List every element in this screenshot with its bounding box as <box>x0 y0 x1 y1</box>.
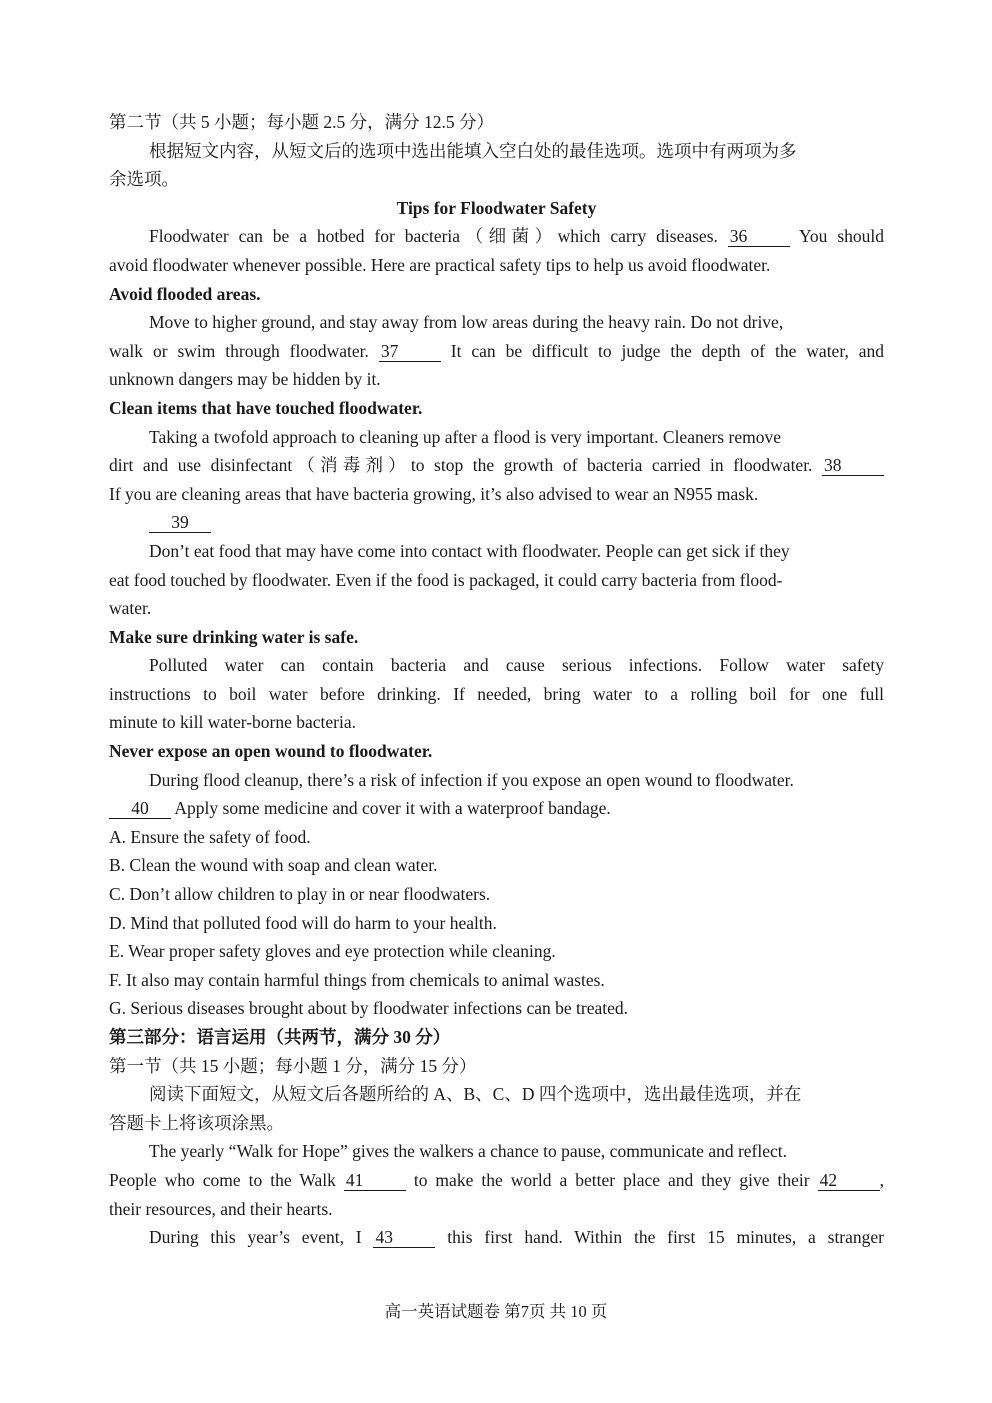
paragraph-2-cont: walk or swim through floodwater. 37 It can be difficult to judge the depth of the water, and <box>109 340 885 361</box>
heading-clean-items: Clean items that have touched floodwater. <box>109 397 423 418</box>
blank-41: 41 <box>344 1170 406 1191</box>
paragraph-5-end: minute to kill water-borne bacteria. <box>109 712 356 733</box>
part3-section1-header: 第一节（共 15 小题；每小题 1 分，满分 15 分） <box>109 1055 477 1076</box>
paragraph-5-cont: instructions to boil water before drinking. If needed, bring water to a rolling boil for one full <box>109 683 884 704</box>
paragraph-4-end: water. <box>109 598 152 619</box>
paragraph-1-cont: avoid floodwater whenever possible. Here are practical safety tips to help us avoid floodwater. <box>109 254 771 275</box>
cloze-paragraph-1-end: their resources, and their hearts. <box>109 1198 333 1219</box>
blank-43: 43 <box>373 1227 435 1248</box>
option-b: B. Clean the wound with soap and clean water. <box>109 855 438 876</box>
paragraph-2: Move to higher ground, and stay away from low areas during the heavy rain. Do not drive, <box>149 312 784 333</box>
part3-instruction-cont: 答题卡上将该项涂黑。 <box>109 1112 284 1133</box>
heading-avoid-flooded-areas: Avoid flooded areas. <box>109 283 261 304</box>
option-f: F. It also may contain harmful things from chemicals to animal wastes. <box>109 969 605 990</box>
option-g: G. Serious diseases brought about by floodwater infections can be treated. <box>109 998 629 1019</box>
heading-open-wound: Never expose an open wound to floodwater. <box>109 741 433 762</box>
paragraph-6-cont: 40 Apply some medicine and cover it with a waterproof bandage. <box>109 794 884 823</box>
cloze-paragraph-1: The yearly “Walk for Hope” gives the walkers a chance to pause, communicate and reflect. <box>149 1141 788 1162</box>
section2-instruction: 根据短文内容，从短文后的选项中选出能填入空白处的最佳选项。选项中有两项为多 <box>149 140 797 161</box>
section2-instruction-cont: 余选项。 <box>109 169 179 190</box>
section2-header: 第二节（共 5 小题；每小题 2.5 分，满分 12.5 分） <box>109 112 494 132</box>
passage-title: Tips for Floodwater Safety <box>396 197 597 218</box>
paragraph-6: During flood cleanup, there’s a risk of infection if you expose an open wound to floodwater. <box>149 769 794 790</box>
heading-drinking-water: Make sure drinking water is safe. <box>109 626 359 647</box>
exam-page <box>109 108 884 1252</box>
part3-instruction: 阅读下面短文，从短文后各题所给的 A、B、C、D 四个选项中，选出最佳选项，并在 <box>149 1084 802 1105</box>
blank-40: 40 <box>109 798 171 819</box>
paragraph-1: Floodwater can be a hotbed for bacteria（细菌）which carry diseases. 36 You should <box>149 226 885 247</box>
paragraph-3-cont: dirt and use disinfectant（消毒剂）to stop the growth of bacteria carried in floodwater. 38 <box>109 451 884 480</box>
option-d: D. Mind that polluted food will do harm to your health. <box>109 912 497 933</box>
part3-header: 第三部分：语言运用（共两节，满分 30 分） <box>109 1027 451 1047</box>
cloze-paragraph-2: During this year’s event, I 43 this first hand. Within the first 15 minutes, a stranger <box>149 1227 884 1248</box>
paragraph-4: Don’t eat food that may have come into contact with floodwater. People can get sick if they <box>149 540 790 561</box>
cloze-paragraph-1-cont: People who come to the Walk 41 to make the world a better place and they give their 42 , <box>109 1169 884 1190</box>
blank-38: 38 <box>822 455 884 476</box>
paragraph-5: Polluted water can contain bacteria and cause serious infections. Follow water safety <box>149 655 884 676</box>
paragraph-2-end: unknown dangers may be hidden by it. <box>109 369 381 390</box>
paragraph-4-cont: eat food touched by floodwater. Even if the food is packaged, it could carry bacteria from flood- <box>109 569 783 590</box>
blank-37: 37 <box>379 341 441 362</box>
blank-39: 39 <box>149 512 211 533</box>
blank-36: 36 <box>728 226 790 247</box>
paragraph-blank-39 <box>109 508 884 537</box>
page-footer: 高一英语试题卷 第7页 共 10 页 <box>384 1302 608 1321</box>
option-c: C. Don’t allow children to play in or near floodwaters. <box>109 884 491 905</box>
option-a: A. Ensure the safety of food. <box>109 826 311 847</box>
option-e: E. Wear proper safety gloves and eye protection while cleaning. <box>109 941 556 962</box>
blank-42: 42 <box>818 1170 880 1191</box>
paragraph-3: Taking a twofold approach to cleaning up after a flood is very important. Cleaners remove <box>149 426 781 447</box>
paragraph-3-end: If you are cleaning areas that have bacteria growing, it’s also advised to wear an N955 mask. <box>109 483 759 504</box>
